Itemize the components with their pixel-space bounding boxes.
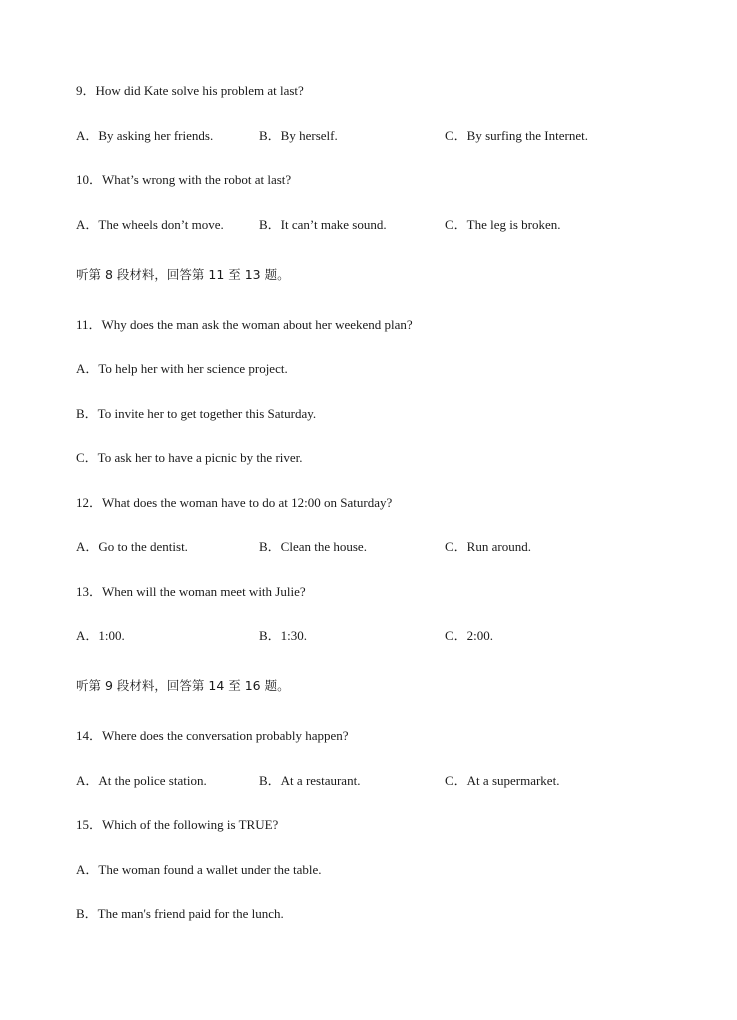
question-14-option-b: B．At a restaurant. [259, 773, 361, 788]
question-10-stem: 10．What’s wrong with the robot at last? [76, 172, 292, 187]
question-9-stem: 9．How did Kate solve his problem at last? [76, 83, 304, 98]
question-15-stem: 15．Which of the following is TRUE? [76, 817, 279, 832]
question-15-option-a: A．The woman found a wallet under the table. [76, 862, 322, 877]
question-11-option-c: C．To ask her to have a picnic by the river. [76, 450, 303, 465]
question-11-option-b: B．To invite her to get together this Saturday. [76, 406, 317, 421]
section-heading-8: 听第 8 段材料，回答第 11 至 13 题。 [76, 267, 290, 282]
question-11-option-a: A．To help her with her science project. [76, 361, 288, 376]
question-11-stem: 11．Why does the man ask the woman about her weekend plan? [76, 317, 413, 332]
question-10-option-a: A．The wheels don’t move. [76, 217, 224, 232]
question-15-option-b: B．The man's friend paid for the lunch. [76, 906, 284, 921]
question-14-stem: 14．Where does the conversation probably happen? [76, 728, 349, 743]
question-13-option-c: C．2:00. [445, 628, 494, 643]
question-13-option-b: B．1:30. [259, 628, 308, 643]
question-9-option-b: B．By herself. [259, 128, 338, 143]
question-13-option-a: A．1:00. [76, 628, 125, 643]
question-9-option-c: C．By surfing the Internet. [445, 128, 588, 143]
question-12-stem: 12．What does the woman have to do at 12:00 on Saturday? [76, 495, 393, 510]
question-10-option-c: C．The leg is broken. [445, 217, 561, 232]
question-12-option-b: B．Clean the house. [259, 539, 367, 554]
question-14-option-a: A．At the police station. [76, 773, 207, 788]
question-14-option-c: C．At a supermarket. [445, 773, 560, 788]
question-13-stem: 13．When will the woman meet with Julie? [76, 584, 306, 599]
question-10-option-b: B．It can’t make sound. [259, 217, 387, 232]
question-12-option-c: C．Run around. [445, 539, 531, 554]
question-9-option-a: A．By asking her friends. [76, 128, 214, 143]
question-12-option-a: A．Go to the dentist. [76, 539, 188, 554]
section-heading-9: 听第 9 段材料，回答第 14 至 16 题。 [76, 678, 290, 693]
